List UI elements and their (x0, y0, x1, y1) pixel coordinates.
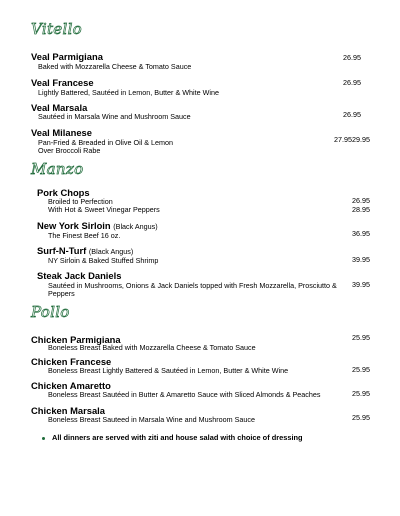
menu-item-name: Veal Milanese (31, 127, 92, 138)
menu-item-name: Chicken Francese (31, 356, 112, 367)
menu-item-price: 25.95 (352, 333, 370, 342)
menu-item-desc: Sautéed in Mushrooms, Onions & Jack Daniels topped with Fresh Mozzarella, Prosciutto & (48, 281, 337, 290)
menu-item-desc: Peppers (48, 289, 75, 298)
menu-item-desc: The Finest Beef 16 oz. (48, 231, 121, 240)
menu-item-name: Veal Francese (31, 77, 94, 88)
menu-item-desc: Over Broccoli Rabe (38, 146, 101, 155)
menu-item-desc: Boneless Breast Lightly Battered & Sautéed in Lemon, Butter & White Wine (48, 366, 289, 375)
menu-item-price: 36.95 (352, 229, 370, 238)
menu-item-price: 39.95 (352, 280, 370, 289)
menu-item-desc: Lightly Battered, Sautéed in Lemon, Butter & White Wine (38, 88, 219, 97)
menu-item-price: 25.95 (352, 389, 370, 398)
section-title-manzo: Manzo (31, 160, 84, 178)
menu-item-price: 25.95 (352, 413, 370, 422)
menu-item-name: Chicken Marsala (31, 405, 105, 416)
menu-item-desc: Sautéed in Marsala Wine and Mushroom Sauce (38, 112, 191, 121)
menu-item-price: 26.95 (343, 53, 361, 62)
menu-item-price: 25.95 (352, 365, 370, 374)
menu-item-desc: Pan-Fried & Breaded in Olive Oil & Lemon (38, 138, 174, 147)
menu-item-name: Veal Parmigiana (31, 51, 103, 62)
menu-item-name: Chicken Amaretto (31, 380, 111, 391)
menu-item-name: Surf-N-Turf (37, 245, 87, 256)
menu-item-desc: With Hot & Sweet Vinegar Peppers (48, 205, 160, 214)
menu-item-name: Veal Marsala (31, 102, 88, 113)
menu-item-desc: Boneless Breast Sauteed in Marsala Wine and Mushroom Sauce (48, 415, 255, 424)
menu-item-price: 39.95 (352, 255, 370, 264)
menu-item-qualifier: (Black Angus) (88, 247, 134, 256)
menu-item-name: Chicken Parmigiana (31, 334, 121, 345)
menu-item-name-row (37, 245, 133, 256)
menu-item-desc: Boneless Breast Sautéed in Butter & Amaretto Sauce with Sliced Almonds & Peaches (48, 390, 321, 399)
section-title-vitello: Vitello (31, 20, 82, 38)
menu-item-name: New York Sirloin (37, 220, 111, 231)
menu-item-desc: Baked with Mozzarella Cheese & Tomato Sauce (38, 62, 192, 71)
menu-item-name-row (37, 220, 158, 231)
footnote: All dinners are served with ziti and house salad with choice of dressing (52, 433, 303, 442)
menu-item-price: 26.95 (343, 110, 361, 119)
menu-item-price: 28.95 (352, 205, 370, 214)
menu-item-desc: NY Sirloin & Baked Stuffed Shrimp (48, 256, 159, 265)
menu-item-price: 26.95 (352, 196, 370, 205)
bullet-icon (42, 437, 45, 440)
menu-item-price: 26.95 (343, 78, 361, 87)
menu-item-desc: Broiled to Perfection (48, 197, 113, 206)
section-title-pollo: Pollo (31, 303, 70, 321)
menu-item-qualifier: (Black Angus) (113, 222, 158, 231)
menu-item-price: 27.9529.95 (334, 135, 370, 144)
menu-item-desc: Boneless Breast Baked with Mozzarella Cheese & Tomato Sauce (48, 343, 256, 352)
menu-item-name: Pork Chops (37, 187, 90, 198)
menu-item-name: Steak Jack Daniels (37, 270, 122, 281)
